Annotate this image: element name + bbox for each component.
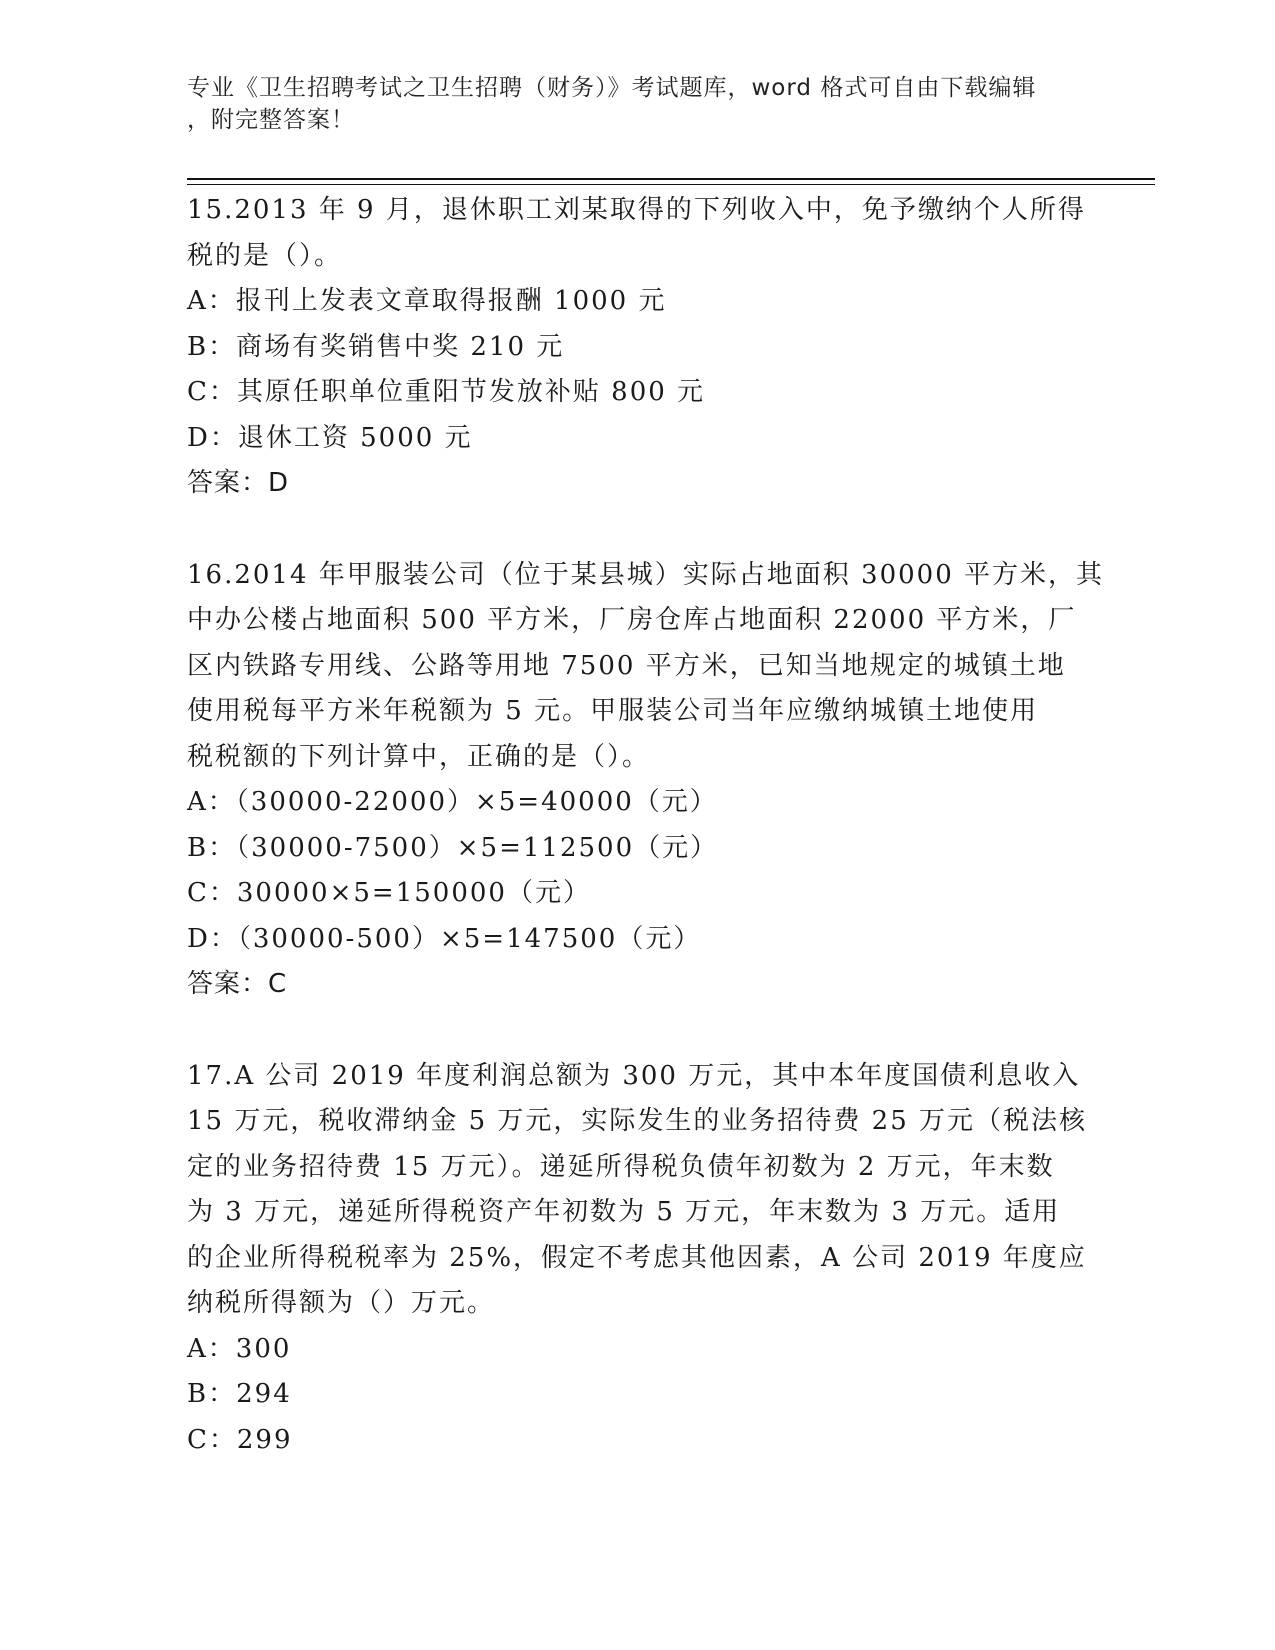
header-divider-thin xyxy=(187,184,1155,185)
question-spacer xyxy=(187,507,1087,553)
answer-line: 答案：D xyxy=(187,468,290,498)
question-spacer xyxy=(187,1008,1087,1054)
header-line-2: ，附完整答案！ xyxy=(187,107,355,133)
option-d: D：（30000-500）×5=147500（元） xyxy=(187,923,702,954)
question-15 xyxy=(187,188,1087,507)
question-stem xyxy=(187,1054,1087,1327)
option-c: C：其原任职单位重阳节发放补贴 800 元 xyxy=(187,377,706,407)
stem-line: 15 万元，税收滞纳金 5 万元，实际发生的业务招待费 25 万元（税法核 xyxy=(187,1106,1088,1136)
option-c: C：30000×5=150000（元） xyxy=(187,878,591,908)
header-line-1: 专业《卫生招聘考试之卫生招聘（财务）》考试题库，word 格式可自由下载编辑 xyxy=(187,75,1037,101)
answer-line: 答案：C xyxy=(187,969,288,999)
stem-line: 税的是（）。 xyxy=(187,240,343,271)
stem-line: 为 3 万元，递延所得税资产年初数为 5 万元，年末数为 3 万元。适用 xyxy=(187,1197,1061,1227)
option-list xyxy=(187,1327,1087,1464)
question-list xyxy=(187,188,1105,1463)
stem-line: 定的业务招待费 15 万元）。递延所得税负债年初数为 2 万元，年末数 xyxy=(187,1151,1055,1182)
option-d: D：退休工资 5000 元 xyxy=(187,422,473,453)
option-a: A：报刊上发表文章取得报酬 1000 元 xyxy=(187,286,667,316)
stem-line: 纳税所得额为（）万元。 xyxy=(187,1288,496,1318)
stem-line: 中办公楼占地面积 500 平方米，厂房仓库占地面积 22000 平方米，厂 xyxy=(187,605,1077,635)
stem-line: 16.2014 年甲服装公司（位于某县城）实际占地面积 30000 平方米，其 xyxy=(187,559,1105,590)
header-divider-thick xyxy=(187,178,1155,180)
stem-line: 区内铁路专用线、公路等用地 7500 平方米，已知当地规定的城镇土地 xyxy=(187,650,1066,681)
stem-line: 税税额的下列计算中，正确的是（）。 xyxy=(187,741,651,772)
option-a: A：300 xyxy=(187,1333,292,1364)
stem-line: 15.2013 年 9 月，退休职工刘某取得的下列收入中，免予缴纳个人所得 xyxy=(187,195,1086,225)
option-list xyxy=(187,279,1087,461)
stem-line: 的企业所得税税率为 25%，假定不考虑其他因素，A 公司 2019 年度应 xyxy=(187,1242,1087,1273)
question-16 xyxy=(187,553,1105,1008)
question-stem xyxy=(187,188,1087,279)
option-b: B：商场有奖销售中奖 210 元 xyxy=(187,331,565,362)
question-stem xyxy=(187,553,1105,781)
question-17 xyxy=(187,1054,1087,1464)
document-header xyxy=(187,72,1087,136)
option-c: C：299 xyxy=(187,1424,293,1455)
stem-line: 使用税每平方米年税额为 5 元。甲服装公司当年应缴纳城镇土地使用 xyxy=(187,696,1039,726)
option-b: B：（30000-7500）×5=112500（元） xyxy=(187,832,719,863)
option-list xyxy=(187,780,1087,962)
stem-line: 17.A 公司 2019 年度利润总额为 300 万元，其中本年度国债利息收入 xyxy=(187,1060,1081,1091)
option-a: A：（30000-22000）×5=40000（元） xyxy=(187,787,718,817)
option-b: B：294 xyxy=(187,1379,292,1409)
